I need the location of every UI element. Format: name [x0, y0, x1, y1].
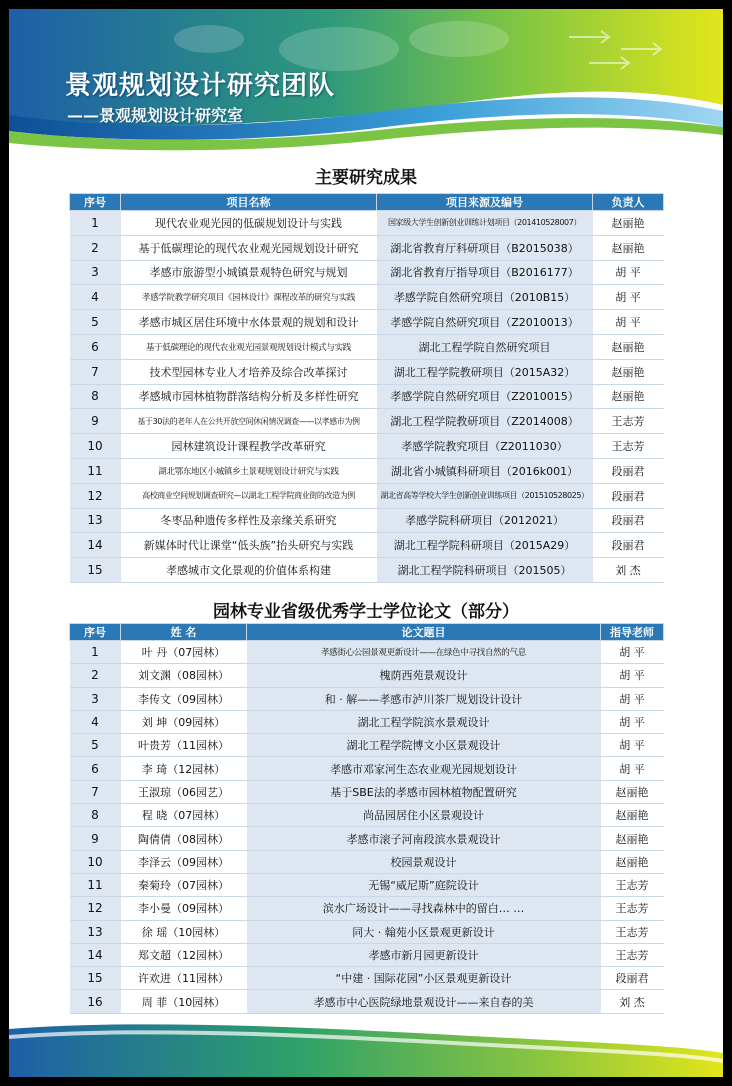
thesis-title: 无锡“威尼斯”庭院设计 — [247, 873, 601, 896]
column-header: 项目名称 — [121, 194, 377, 211]
row-number: 15 — [70, 558, 121, 583]
theses-table — [69, 623, 664, 1014]
advisor: 胡 平 — [601, 757, 664, 780]
table-row — [70, 533, 664, 558]
project-name: 高校商业空间规划调查研究—以湖北工程学院商业街的改造为例 — [121, 483, 377, 508]
row-number: 8 — [70, 384, 121, 409]
project-source: 湖北省教育厅指导项目（B2016177） — [377, 260, 593, 285]
row-number: 3 — [70, 260, 121, 285]
advisor: 段丽君 — [601, 967, 664, 990]
student-name: 李小曼（09园林） — [121, 897, 247, 920]
project-lead: 赵丽艳 — [593, 384, 664, 409]
table-row — [70, 641, 664, 664]
student-name: 李泽云（09园林） — [121, 850, 247, 873]
student-name: 叶贵芳（11园林） — [121, 734, 247, 757]
row-number: 4 — [70, 710, 121, 733]
row-number: 12 — [70, 897, 121, 920]
thesis-title: 孝感市新月园更新设计 — [247, 943, 601, 966]
advisor: 赵丽艳 — [601, 780, 664, 803]
student-name: 李传文（09园林） — [121, 687, 247, 710]
student-name: 陶倩倩（08园林） — [121, 827, 247, 850]
student-name: 徐 瑶（10园林） — [121, 920, 247, 943]
project-lead: 胡 平 — [593, 310, 664, 335]
thesis-title: 孝感市邓家河生态农业观光园规划设计 — [247, 757, 601, 780]
thesis-title: 同大 · 翰苑小区景观更新设计 — [247, 920, 601, 943]
row-number: 7 — [70, 780, 121, 803]
row-number: 6 — [70, 334, 121, 359]
table-row — [70, 780, 664, 803]
column-header: 论文题目 — [247, 624, 601, 641]
table-row — [70, 897, 664, 920]
student-name: 叶 丹（07园林） — [121, 641, 247, 664]
row-number: 8 — [70, 804, 121, 827]
project-lead: 段丽君 — [593, 458, 664, 483]
row-number: 2 — [70, 664, 121, 687]
row-number: 14 — [70, 943, 121, 966]
table-row — [70, 260, 664, 285]
header-title: 景观规划设计研究团队 — [65, 71, 336, 101]
advisor: 王志芳 — [601, 943, 664, 966]
student-name: 郑文超（12园林） — [121, 943, 247, 966]
project-lead: 赵丽艳 — [593, 334, 664, 359]
table-row — [70, 558, 664, 583]
table-row — [70, 734, 664, 757]
project-name: 现代农业观光园的低碳规划设计与实践 — [121, 211, 377, 236]
thesis-title: 基于SBE法的孝感市园林植物配置研究 — [247, 780, 601, 803]
project-source: 湖北工程学院自然研究项目 — [377, 334, 593, 359]
advisor: 王志芳 — [601, 873, 664, 896]
project-source: 孝感学院教究项目（Z2011030） — [377, 434, 593, 459]
thesis-title: “中建 · 国际花园”小区景观更新设计 — [247, 967, 601, 990]
research-table — [69, 193, 664, 583]
advisor: 王志芳 — [601, 897, 664, 920]
project-source: 湖北省教育厅科研项目（B2015038） — [377, 235, 593, 260]
row-number: 5 — [70, 734, 121, 757]
project-lead: 段丽君 — [593, 533, 664, 558]
row-number: 7 — [70, 359, 121, 384]
project-source: 湖北省小城镇科研项目（2016k001） — [377, 458, 593, 483]
table-row — [70, 873, 664, 896]
thesis-title: 滨水广场设计——寻找森林中的留白… … — [247, 897, 601, 920]
thesis-title: 孝感街心公园景观更新设计——在绿色中寻找自然的气息 — [247, 641, 601, 664]
project-name: 孝感市旅游型小城镇景观特色研究与规划 — [121, 260, 377, 285]
row-number: 5 — [70, 310, 121, 335]
theses-section-title: 园林专业省级优秀学士学位论文（部分） — [213, 602, 519, 622]
project-name: 湖北鄂东地区小城镇乡土景观规划设计研究与实践 — [121, 458, 377, 483]
table-row — [70, 285, 664, 310]
column-header: 负责人 — [593, 194, 664, 211]
thesis-title: 尚品园居住小区景观设计 — [247, 804, 601, 827]
project-name: 冬枣品种遗传多样性及亲缘关系研究 — [121, 508, 377, 533]
advisor: 赵丽艳 — [601, 850, 664, 873]
thesis-title: 孝感市滚子河南段滨水景观设计 — [247, 827, 601, 850]
advisor: 胡 平 — [601, 687, 664, 710]
student-name: 李 琦（12园林） — [121, 757, 247, 780]
table-row — [70, 310, 664, 335]
table-row — [70, 334, 664, 359]
project-source: 孝感学院科研项目（2012021） — [377, 508, 593, 533]
project-lead: 段丽君 — [593, 483, 664, 508]
project-source: 湖北省高等学校大学生创新创业训练项目（201510528025） — [377, 483, 593, 508]
table-row — [70, 967, 664, 990]
row-number: 1 — [70, 641, 121, 664]
row-number: 6 — [70, 757, 121, 780]
research-section-title: 主要研究成果 — [315, 168, 417, 188]
column-header: 姓 名 — [121, 624, 247, 641]
row-number: 3 — [70, 687, 121, 710]
project-source: 国家级大学生创新创业训练计划项目（201410528007） — [377, 211, 593, 236]
project-lead: 刘 杰 — [593, 558, 664, 583]
table-row — [70, 850, 664, 873]
student-name: 刘 坤（09园林） — [121, 710, 247, 733]
table-row — [70, 664, 664, 687]
table-row — [70, 211, 664, 236]
project-name: 孝感城市文化景观的价值体系构建 — [121, 558, 377, 583]
project-source: 湖北工程学院教研项目（2015A32） — [377, 359, 593, 384]
student-name: 许欢进（11园林） — [121, 967, 247, 990]
thesis-title: 孝感市中心医院绿地景观设计——来自春的美 — [247, 990, 601, 1013]
row-number: 16 — [70, 990, 121, 1013]
table-row — [70, 434, 664, 459]
table-row — [70, 804, 664, 827]
row-number: 13 — [70, 920, 121, 943]
advisor: 赵丽艳 — [601, 804, 664, 827]
student-name: 周 菲（10园林） — [121, 990, 247, 1013]
table-row — [70, 508, 664, 533]
table-row — [70, 710, 664, 733]
advisor: 胡 平 — [601, 734, 664, 757]
row-number: 13 — [70, 508, 121, 533]
student-name: 程 晓（07园林） — [121, 804, 247, 827]
project-name: 技术型园林专业人才培养及综合改革探讨 — [121, 359, 377, 384]
table-row — [70, 827, 664, 850]
thesis-title: 湖北工程学院滨水景观设计 — [247, 710, 601, 733]
table-row — [70, 483, 664, 508]
student-name: 王淑琼（06园艺） — [121, 780, 247, 803]
row-number: 11 — [70, 458, 121, 483]
advisor: 胡 平 — [601, 710, 664, 733]
project-source: 湖北工程学院科研项目（2015A29） — [377, 533, 593, 558]
project-lead: 段丽君 — [593, 508, 664, 533]
project-name: 基于低碳理论的现代农业观光园景观规划设计模式与实践 — [121, 334, 377, 359]
row-number: 11 — [70, 873, 121, 896]
student-name: 秦菊玲（07园林） — [121, 873, 247, 896]
thesis-title: 湖北工程学院博文小区景观设计 — [247, 734, 601, 757]
row-number: 14 — [70, 533, 121, 558]
column-header: 序号 — [70, 624, 121, 641]
project-source: 湖北工程学院教研项目（Z2014008） — [377, 409, 593, 434]
footer-wave — [9, 1009, 723, 1077]
advisor: 胡 平 — [601, 664, 664, 687]
table-row — [70, 458, 664, 483]
row-number: 10 — [70, 850, 121, 873]
project-name: 园林建筑设计课程教学改革研究 — [121, 434, 377, 459]
project-name: 新媒体时代让课堂“低头族”抬头研究与实践 — [121, 533, 377, 558]
table-row — [70, 235, 664, 260]
advisor: 王志芳 — [601, 920, 664, 943]
project-lead: 王志芳 — [593, 434, 664, 459]
student-name: 刘文渊（08园林） — [121, 664, 247, 687]
row-number: 2 — [70, 235, 121, 260]
table-row — [70, 920, 664, 943]
table-row — [70, 384, 664, 409]
project-lead: 赵丽艳 — [593, 359, 664, 384]
row-number: 15 — [70, 967, 121, 990]
table-row — [70, 757, 664, 780]
project-source: 孝感学院自然研究项目（Z2010015） — [377, 384, 593, 409]
project-source: 孝感学院自然研究项目（Z2010013） — [377, 310, 593, 335]
project-name: 孝感市城区居住环境中水体景观的规划和设计 — [121, 310, 377, 335]
project-name: 孝感城市园林植物群落结构分析及多样性研究 — [121, 384, 377, 409]
column-header: 指导老师 — [601, 624, 664, 641]
table-row — [70, 359, 664, 384]
header-subtitle: ——景观规划设计研究室 — [67, 106, 244, 125]
advisor: 赵丽艳 — [601, 827, 664, 850]
project-name: 基于低碳理论的现代农业观光园规划设计研究 — [121, 235, 377, 260]
project-lead: 赵丽艳 — [593, 235, 664, 260]
thesis-title: 校园景观设计 — [247, 850, 601, 873]
advisor: 胡 平 — [601, 641, 664, 664]
project-name: 基于30法的老年人在公共开放空间休闲情况调查——以孝感市为例 — [121, 409, 377, 434]
table-row — [70, 409, 664, 434]
project-source: 湖北工程学院科研项目（201505） — [377, 558, 593, 583]
thesis-title: 和 · 解——孝感市泸川茶厂规划设计设计 — [247, 687, 601, 710]
project-lead: 胡 平 — [593, 260, 664, 285]
column-header: 项目来源及编号 — [377, 194, 593, 211]
poster — [9, 9, 723, 1077]
row-number: 12 — [70, 483, 121, 508]
table-row — [70, 687, 664, 710]
project-lead: 胡 平 — [593, 285, 664, 310]
table-row — [70, 943, 664, 966]
row-number: 4 — [70, 285, 121, 310]
project-lead: 王志芳 — [593, 409, 664, 434]
advisor: 刘 杰 — [601, 990, 664, 1013]
project-lead: 赵丽艳 — [593, 211, 664, 236]
column-header: 序号 — [70, 194, 121, 211]
row-number: 9 — [70, 409, 121, 434]
project-name: 孝感学院教学研究项目《园林设计》课程改革的研究与实践 — [121, 285, 377, 310]
row-number: 1 — [70, 211, 121, 236]
row-number: 9 — [70, 827, 121, 850]
thesis-title: 槐荫西苑景观设计 — [247, 664, 601, 687]
row-number: 10 — [70, 434, 121, 459]
project-source: 孝感学院自然研究项目（2010B15） — [377, 285, 593, 310]
